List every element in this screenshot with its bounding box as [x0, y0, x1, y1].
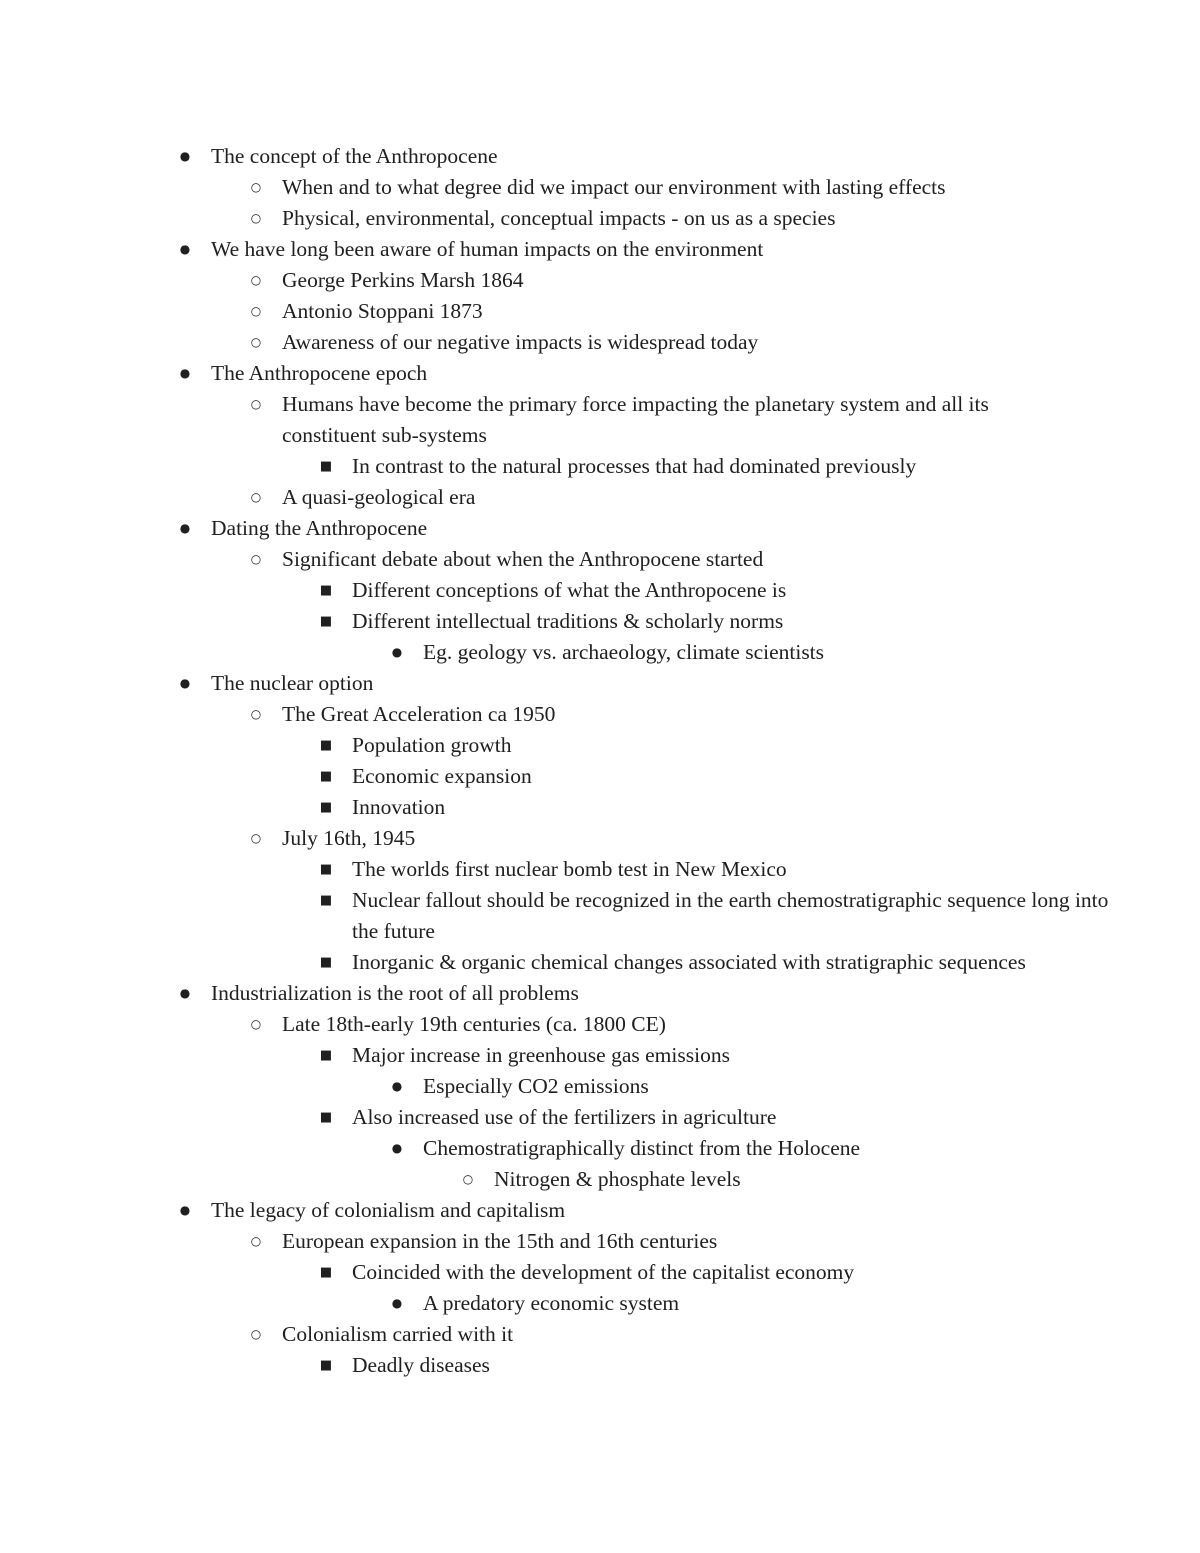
list-item [0, 1164, 1200, 1195]
disc-bullet-icon: ● [391, 1141, 403, 1155]
disc-bullet-icon: ● [179, 366, 191, 380]
list-item-text: Nitrogen & phosphate levels [494, 1167, 741, 1191]
disc-bullet-icon: ● [179, 676, 191, 690]
list-item [0, 327, 1200, 358]
disc-bullet-icon: ● [179, 1203, 191, 1217]
list-item [0, 1133, 1200, 1164]
list-item [0, 1288, 1200, 1319]
list-item-text: George Perkins Marsh 1864 [282, 268, 524, 292]
square-bullet-icon: ■ [319, 955, 333, 970]
list-item [0, 141, 1200, 172]
list-item [0, 203, 1200, 234]
list-item [0, 451, 1200, 482]
list-item [0, 575, 1200, 606]
square-bullet-icon: ■ [319, 1358, 333, 1373]
list-item [0, 947, 1200, 978]
list-item-text: Antonio Stoppani 1873 [282, 299, 483, 323]
list-item-text: Especially CO2 emissions [423, 1074, 649, 1098]
list-item-text: Industrialization is the root of all problems [211, 981, 579, 1005]
list-item-text: The nuclear option [211, 671, 374, 695]
list-item-text: Economic expansion [352, 764, 532, 788]
list-item-text: A quasi-geological era [282, 485, 476, 509]
list-item-text: Physical, environmental, conceptual impacts - on us as a species [282, 206, 836, 230]
list-item [0, 637, 1200, 668]
disc-bullet-icon: ● [391, 1079, 403, 1093]
list-item [0, 1195, 1200, 1226]
list-item [0, 1040, 1200, 1071]
list-item [0, 1257, 1200, 1288]
circle-bullet-icon: ○ [250, 335, 262, 349]
disc-bullet-icon: ● [179, 149, 191, 163]
list-item-text: A predatory economic system [423, 1291, 680, 1315]
list-item-text: The Great Acceleration ca 1950 [282, 702, 556, 726]
list-item-text: Awareness of our negative impacts is widespread today [282, 330, 759, 354]
circle-bullet-icon: ○ [250, 1234, 262, 1248]
disc-bullet-icon: ● [179, 986, 191, 1000]
list-item-text: European expansion in the 15th and 16th centuries [282, 1229, 718, 1253]
list-item [0, 234, 1200, 265]
list-item-text: Inorganic & organic chemical changes associated with stratigraphic sequences [352, 950, 1026, 974]
square-bullet-icon: ■ [319, 1048, 333, 1063]
list-item [0, 172, 1200, 203]
list-item-text: Chemostratigraphically distinct from the Holocene [423, 1136, 861, 1160]
circle-bullet-icon: ○ [250, 707, 262, 721]
list-item [0, 730, 1200, 761]
list-item-text: Also increased use of the fertilizers in agriculture [352, 1105, 777, 1129]
list-item-text: Significant debate about when the Anthropocene started [282, 547, 764, 571]
list-item [0, 265, 1200, 296]
list-item [0, 296, 1200, 327]
list-item [0, 668, 1200, 699]
list-item [0, 1226, 1200, 1257]
disc-bullet-icon: ● [391, 1296, 403, 1310]
disc-bullet-icon: ● [179, 521, 191, 535]
square-bullet-icon: ■ [319, 769, 333, 784]
list-item-text: Innovation [352, 795, 446, 819]
list-item-text: Eg. geology vs. archaeology, climate scientists [423, 640, 825, 664]
square-bullet-icon: ■ [319, 893, 333, 908]
list-item-text: In contrast to the natural processes that had dominated previously [352, 454, 917, 478]
list-item [0, 1319, 1200, 1350]
list-item [0, 854, 1200, 885]
circle-bullet-icon: ○ [250, 831, 262, 845]
disc-bullet-icon: ● [179, 242, 191, 256]
list-item [0, 544, 1200, 575]
square-bullet-icon: ■ [319, 1265, 333, 1280]
list-item-text: We have long been aware of human impacts on the environment [211, 237, 764, 261]
list-item [0, 1071, 1200, 1102]
list-item-text: Different intellectual traditions & scholarly norms [352, 609, 784, 633]
list-item [0, 978, 1200, 1009]
square-bullet-icon: ■ [319, 800, 333, 815]
list-item-text: July 16th, 1945 [282, 826, 416, 850]
list-item-text: Late 18th-early 19th centuries (ca. 1800 CE) [282, 1012, 666, 1036]
list-item [0, 482, 1200, 513]
list-item [0, 358, 1200, 389]
document-page [0, 141, 1200, 1381]
list-item-text: Major increase in greenhouse gas emissions [352, 1043, 730, 1067]
circle-bullet-icon: ○ [250, 552, 262, 566]
square-bullet-icon: ■ [319, 738, 333, 753]
list-item-text: When and to what degree did we impact our environment with lasting effects [282, 175, 946, 199]
list-item [0, 513, 1200, 544]
circle-bullet-icon: ○ [462, 1172, 474, 1186]
square-bullet-icon: ■ [319, 614, 333, 629]
circle-bullet-icon: ○ [250, 273, 262, 287]
list-item-text: Dating the Anthropocene [211, 516, 428, 540]
list-item [0, 1350, 1200, 1381]
square-bullet-icon: ■ [319, 459, 333, 474]
list-item-text: The Anthropocene epoch [211, 361, 428, 385]
disc-bullet-icon: ● [391, 645, 403, 659]
list-item [0, 699, 1200, 730]
list-item [0, 792, 1200, 823]
list-item-text: Coincided with the development of the capitalist economy [352, 1260, 855, 1284]
square-bullet-icon: ■ [319, 862, 333, 877]
list-item-text: Colonialism carried with it [282, 1322, 514, 1346]
square-bullet-icon: ■ [319, 1110, 333, 1125]
list-item [0, 761, 1200, 792]
list-item [0, 1102, 1200, 1133]
list-item [0, 606, 1200, 637]
list-item-text: Population growth [352, 733, 512, 757]
circle-bullet-icon: ○ [250, 304, 262, 318]
list-item-text: The worlds first nuclear bomb test in New Mexico [352, 857, 787, 881]
list-item-text: The concept of the Anthropocene [211, 144, 498, 168]
square-bullet-icon: ■ [319, 583, 333, 598]
list-item-text: Humans have become the primary force impacting the planetary system and all its constituent sub-systems [282, 392, 989, 447]
circle-bullet-icon: ○ [250, 211, 262, 225]
circle-bullet-icon: ○ [250, 1017, 262, 1031]
list-item [0, 1009, 1200, 1040]
list-item-text: Deadly diseases [352, 1353, 490, 1377]
circle-bullet-icon: ○ [250, 490, 262, 504]
list-item [0, 885, 1200, 947]
outline-list [0, 141, 1200, 1381]
list-item [0, 389, 1200, 451]
list-item [0, 823, 1200, 854]
circle-bullet-icon: ○ [250, 397, 262, 411]
circle-bullet-icon: ○ [250, 180, 262, 194]
circle-bullet-icon: ○ [250, 1327, 262, 1341]
list-item-text: The legacy of colonialism and capitalism [211, 1198, 566, 1222]
list-item-text: Nuclear fallout should be recognized in the earth chemostratigraphic sequence long into the future [352, 888, 1109, 943]
list-item-text: Different conceptions of what the Anthropocene is [352, 578, 787, 602]
